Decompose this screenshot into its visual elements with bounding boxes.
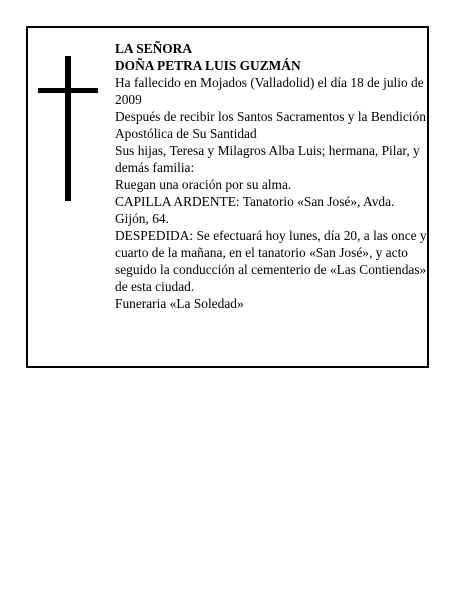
notice-paragraph-death: Ha fallecido en Mojados (Valladolid) el día 18 de julio de 2009 bbox=[115, 75, 424, 107]
notice-paragraph-chapel: CAPILLA ARDENTE: Tanatorio «San José», Avda. Gijón, 64. bbox=[115, 194, 395, 226]
cross-vertical-bar bbox=[65, 56, 71, 201]
notice-paragraph-family: Sus hijas, Teresa y Milagros Alba Luis; hermana, Pilar, y demás familia: bbox=[115, 143, 420, 175]
notice-paragraph-sacraments: Después de recibir los Santos Sacramentos y la Bendición Apostólica de Su Santidad bbox=[115, 109, 426, 141]
cross-icon bbox=[38, 56, 98, 201]
notice-title-line-1: LA SEÑORA bbox=[115, 41, 193, 56]
cross-horizontal-bar bbox=[38, 88, 98, 93]
notice-paragraph-farewell: DESPEDIDA: Se efectuará hoy lunes, día 20, a las once y cuarto de la mañana, en el tanatorio «San José», y acto seguido la conducción al cementerio de «Las Contiendas», de esta ciudad. bbox=[115, 228, 430, 294]
obituary-notice bbox=[26, 26, 429, 368]
notice-paragraph-prayer: Ruegan una oración por su alma. bbox=[115, 177, 292, 192]
notice-title-line-2: DOÑA PETRA LUIS GUZMÁN bbox=[115, 58, 301, 73]
notice-paragraph-funeral-home: Funeraria «La Soledad» bbox=[115, 296, 244, 311]
notice-text bbox=[115, 40, 431, 312]
